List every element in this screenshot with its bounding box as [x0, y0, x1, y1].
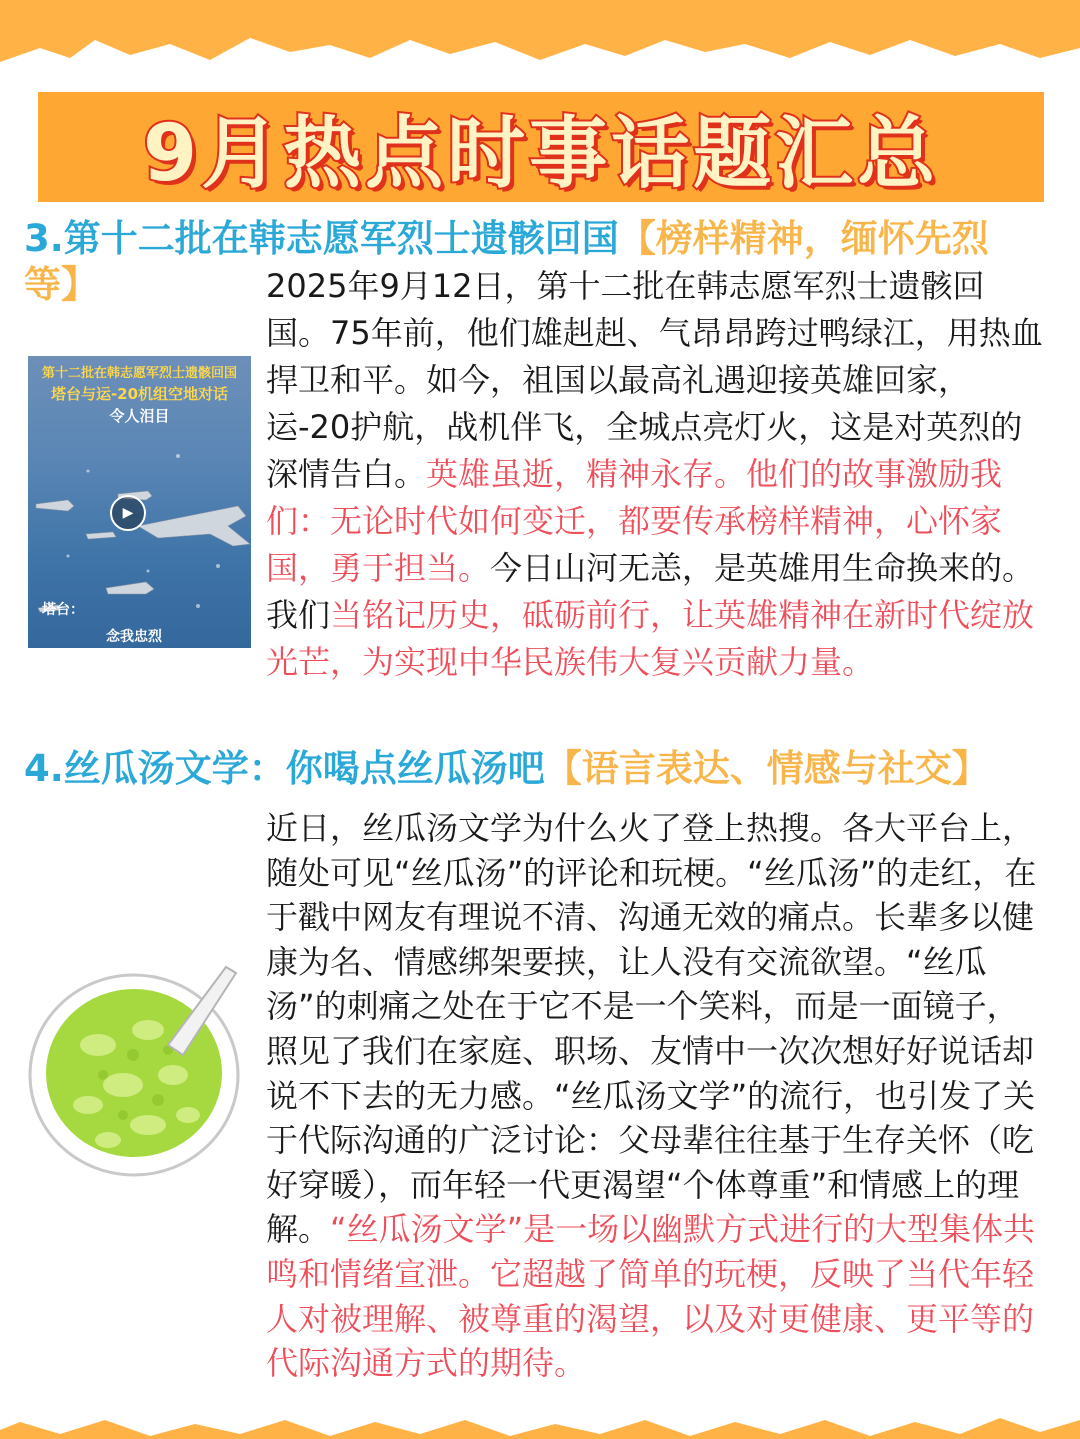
section4-paragraph-1: 近日，丝瓜汤文学为什么火了登上热搜。各大平台上，随处可见“丝瓜汤”的评论和玩梗。“丝瓜汤”的走红，在于戳中网友有理说不清、沟通无效的痛点。长辈多以健康为名、情感绑架要挟，让人没有交流欲望。“丝瓜汤”的刺痛之处在于它不是一个笑料，而是一面镜子，照见了我们在家庭、职场、友情中一次次想好好说话却说不下去的无力感。“丝瓜汤文学”的流行，也引发了关于代际沟通的广泛讨论：父母辈往往基于生存关怀（吃好穿暖），而年轻一代更渴望“个体尊重”和情感上的理解。 [266, 809, 1037, 1249]
section3-highlight-2: 当铭记历史，砥砺前行，让英雄精神在新时代绽放光芒，为实现中华民族伟大复兴贡献力量。 [266, 596, 1035, 681]
section3-body [266, 263, 1046, 686]
section4-heading [24, 746, 1044, 792]
section4-title: 4.丝瓜汤文学：你喝点丝瓜汤吧 [24, 747, 545, 790]
video-caption-line3: 令人泪目 [109, 407, 170, 425]
section4-tag: 【语言表达、情感与社交】 [544, 747, 989, 790]
section3-title: 3.第十二批在韩志愿军烈士遗骸回国 [24, 217, 619, 260]
section3-tag: 【榜样精神，缅怀先烈等】 [24, 217, 989, 306]
title-banner [38, 92, 1044, 202]
soup-bowl-image [28, 955, 248, 1185]
page-title: 9月热点时事话题汇总 [142, 109, 940, 199]
section3-paragraph-1: 2025年9月12日，第十二批在韩志愿军烈士遗骸回国。75年前，他们雄赳赳、气昂昂跨过鸭绿江，用热血捍卫和平。如今，祖国以最高礼遇迎接英雄回家，运-20护航，战机伴飞，全城点亮灯火，这是对英烈的深情告白。 [266, 267, 1043, 493]
video-caption-line2: 塔台与运-20机组空地对话 [50, 385, 229, 403]
section3-paragraph-2: 今日山河无恙，是英雄用生命换来的。我们 [266, 549, 1035, 634]
section3-highlight-1: 英雄虽逝，精神永存。他们的故事激励我们：无论时代如何变迁，都要传承榜样精神，心怀家国，勇于担当。 [266, 455, 1003, 587]
video-caption-line1: 第十二批在韩志愿军烈士遗骸回国 [41, 366, 237, 381]
video-footer-center: 念我忠烈 [106, 629, 162, 645]
video-footer-left: 塔台： [42, 602, 84, 618]
section4-body [266, 806, 1046, 1386]
section4-highlight-1: “丝瓜汤文学”是一场以幽默方式进行的大型集体共鸣和情绪宣泄。它超越了简单的玩梗，反映了当代年轻人对被理解、被尊重的渴望，以及对更健康、更平等的代际沟通方式的期待。 [266, 1210, 1036, 1383]
play-icon[interactable]: ▶ [110, 495, 146, 531]
